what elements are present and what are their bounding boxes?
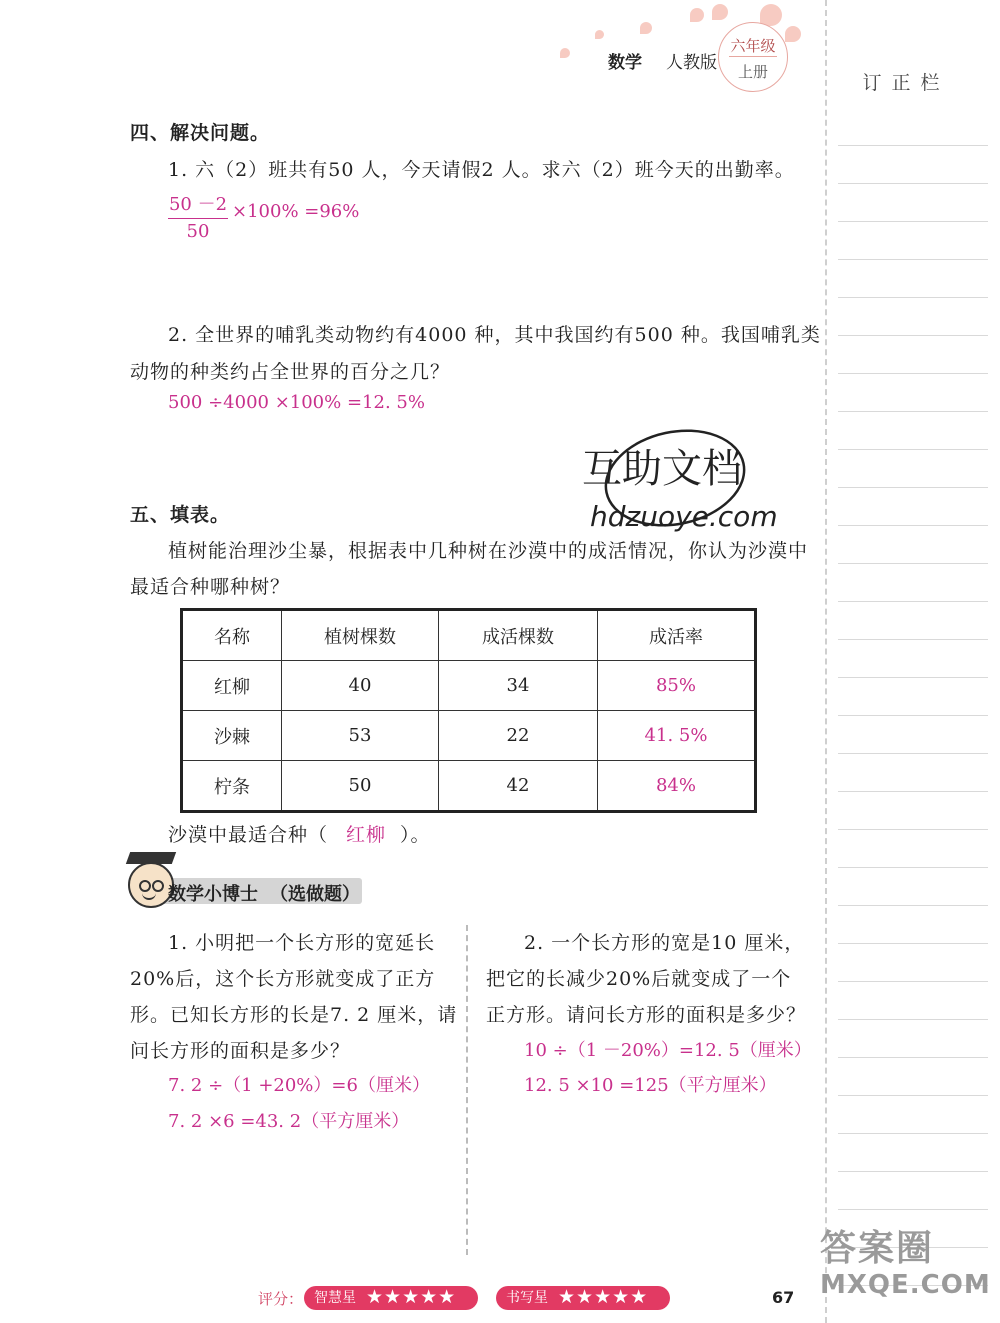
correction-ruled-line [838,1209,988,1210]
table-cell: 沙棘 [182,711,282,761]
grade-label: 六年级 [730,37,776,55]
table-cell: 柠条 [182,761,282,812]
table-header-cell: 名称 [182,610,282,661]
table-row [182,761,756,812]
p1-line: 20%后，这个长方形就变成了正方 [130,968,436,990]
score-label: 评分： [258,1290,304,1308]
star-rating-icon: ★★★★★ [366,1286,457,1308]
p2-answer: 12. 5 ×10 =125（平方厘米） [524,1075,777,1096]
correction-ruled-line [838,715,988,716]
section5-prompt-line2: 最适合种哪种树？ [130,576,291,598]
correction-ruled-line [838,221,988,222]
q2-text-line2: 动物的种类约占全世界的百分之几？ [130,361,451,383]
table-cell: 22 [439,711,598,761]
p1-line: 形。已知长方形的长是7. 2 厘米，请 [130,1004,458,1026]
p1-line: 问长方形的面积是多少？ [130,1040,351,1062]
p1-answer: 7. 2 ×6 =43. 2（平方厘米） [168,1111,410,1132]
handwritten-watermark [580,420,780,540]
correction-ruled-line [838,1095,988,1096]
correction-ruled-line [838,1057,988,1058]
correction-ruled-line [838,183,988,184]
watermark-chinese: 互助文档 [582,446,742,492]
section5-heading: 五、填表。 [130,504,231,526]
petal-icon [560,48,570,58]
p2-line: 把它的长减少20%后就变成了一个 [486,968,792,990]
section4-heading: 四、解决问题。 [130,122,271,144]
writing-star-badge [496,1286,670,1310]
table-header-cell: 成活棵数 [439,610,598,661]
site-logo-chinese: 答案圈 [820,1228,935,1269]
watermark-url: hdzuoye.com [590,500,778,533]
p2-answer: 10 ÷（1 －20%）=12. 5（厘米） [524,1040,812,1061]
survival-table [180,608,757,813]
table-answer-cell: 84% [598,761,756,812]
table-cell: 53 [282,711,439,761]
table-header-cell: 植树棵数 [282,610,439,661]
table-cell: 红柳 [182,661,282,711]
fraction-bar [168,218,228,219]
conclusion-prefix: 沙漠中最适合种（ [168,824,329,846]
p1-answer: 7. 2 ÷（1 +20%）=6（厘米） [168,1075,430,1096]
petal-icon [595,30,604,39]
correction-ruled-line [838,487,988,488]
conclusion-suffix: ）。 [400,824,431,846]
page-number: 67 [772,1288,795,1307]
badge-label: 智慧星 [314,1290,356,1306]
correction-ruled-line [838,145,988,146]
wisdom-star-badge [304,1286,478,1310]
p2-line: 正方形。请问长方形的面积是多少？ [486,1004,807,1026]
site-logo [820,1228,991,1300]
p1-line: 1. 小明把一个长方形的宽延长 [168,932,436,954]
table-cell: 40 [282,661,439,711]
table-row [182,661,756,711]
star-rating-icon: ★★★★★ [558,1286,649,1308]
petal-icon [712,4,728,20]
correction-ruled-line [838,829,988,830]
table-row [182,711,756,761]
section5-prompt-line1: 植树能治理沙尘暴，根据表中几种树在沙漠中的成活情况，你认为沙漠中 [168,540,809,562]
header-edition: 人教版 [666,53,717,73]
site-logo-url: MXQE.COM [820,1270,991,1300]
correction-ruled-line [838,981,988,982]
correction-ruled-line [838,1133,988,1134]
q1-text: 1. 六（2）班共有50 人，今天请假2 人。求六（2）班今天的出勤率。 [168,159,795,181]
correction-column-title: 订正栏 [862,72,950,94]
bonus-divider [466,925,468,1255]
correction-ruled-line [838,411,988,412]
table-cell: 50 [282,761,439,812]
column-divider [825,0,827,1323]
correction-ruled-line [838,525,988,526]
correction-ruled-line [838,601,988,602]
correction-ruled-line [838,791,988,792]
correction-ruled-line [838,753,988,754]
q2-answer: 500 ÷4000 ×100% =12. 5% [168,392,425,413]
correction-ruled-line [838,1019,988,1020]
correction-ruled-line [838,677,988,678]
header-subject: 数学 [608,53,642,73]
petal-icon [785,26,801,42]
petal-icon [690,8,704,22]
table-header-row [182,610,756,661]
q1-numerator: 50 －2 [168,194,228,215]
correction-ruled-line [838,373,988,374]
section5-conclusion [168,820,431,847]
bonus-subtitle: （选做题） [270,884,360,905]
correction-ruled-line [838,563,988,564]
badge-label: 书写星 [506,1290,548,1306]
q2-text-line1: 2. 全世界的哺乳类动物约有4000 种，其中我国约有500 种。我国哺乳类 [168,324,821,346]
q1-answer-rest: ×100% =96% [232,201,360,222]
table-header-cell: 成活率 [598,610,756,661]
badge-divider [729,56,777,57]
q1-answer-fraction [168,190,228,242]
conclusion-answer: 红柳 [346,824,387,846]
grade-badge [718,22,788,92]
volume-label: 上册 [737,63,768,81]
q1-denominator: 50 [186,221,210,242]
correction-ruled-line [838,639,988,640]
table-cell: 34 [439,661,598,711]
petal-icon [640,22,652,34]
bonus-title: 数学小博士 [168,884,258,905]
table-cell: 42 [439,761,598,812]
correction-ruled-line [838,943,988,944]
correction-ruled-line [838,867,988,868]
correction-ruled-line [838,259,988,260]
table-answer-cell: 41. 5% [598,711,756,761]
correction-ruled-line [838,297,988,298]
p2-line: 2. 一个长方形的宽是10 厘米， [524,932,805,954]
correction-ruled-line [838,1171,988,1172]
correction-ruled-line [838,335,988,336]
correction-ruled-line [838,905,988,906]
correction-ruled-line [838,449,988,450]
table-answer-cell: 85% [598,661,756,711]
